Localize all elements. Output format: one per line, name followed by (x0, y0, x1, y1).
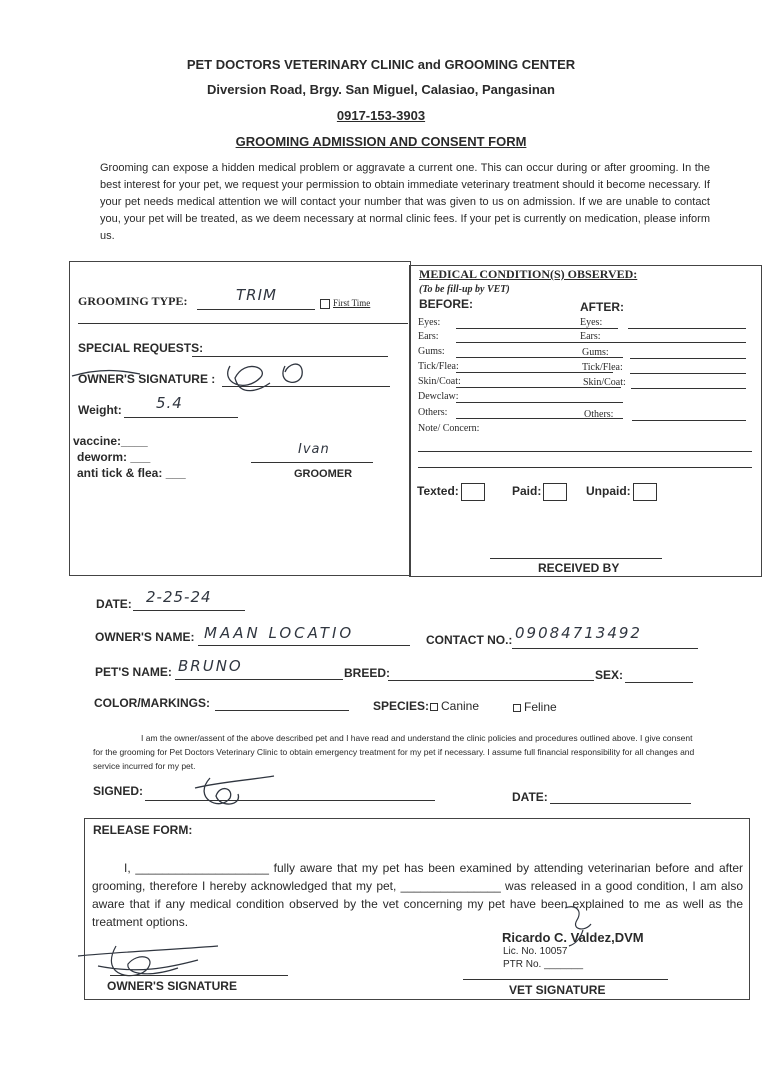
weight-value[interactable]: 5.4 (156, 394, 183, 412)
after-item-line[interactable] (628, 328, 746, 329)
consent-date-label: DATE: (512, 790, 548, 804)
pet-name-label: PET'S NAME: (95, 665, 172, 679)
form-title: GROOMING ADMISSION AND CONSENT FORM (235, 134, 527, 149)
after-item: Tick/Flea: (582, 362, 623, 373)
grooming-type-label: GROOMING TYPE: (78, 294, 188, 308)
vet-signature-label: VET SIGNATURE (509, 983, 606, 997)
color-label: COLOR/MARKINGS: (94, 696, 210, 710)
unpaid-checkbox[interactable] (633, 483, 657, 501)
date-label: DATE: (96, 597, 132, 611)
paid-checkbox[interactable] (543, 483, 567, 501)
unpaid-option[interactable]: Unpaid: (586, 483, 657, 501)
pet-name-value[interactable]: BRUNO (178, 657, 243, 675)
before-item: Gums: (418, 346, 445, 357)
breed-label: BREED: (344, 666, 391, 680)
after-item-line[interactable] (630, 358, 746, 359)
owner-signature-mark (70, 358, 310, 403)
medical-title: MEDICAL CONDITION(S) OBSERVED: (419, 267, 638, 281)
pet-name-line (175, 679, 343, 680)
after-item-line[interactable] (628, 342, 746, 343)
clinic-phone: 0917-153-3903 (336, 108, 426, 123)
release-text: I, ____________________ fully aware that my pet has been examined by attending veterinarian before and after grooming, therefore I hereby acknowledged that my pet, _______________ was released in a good condition, I am also aware that if any medical condition observed by the vet concerning my pet have been explained to me as well as the treatment options. (92, 861, 743, 929)
date-value[interactable]: 2-25-24 (146, 588, 212, 606)
signed-label: SIGNED: (93, 784, 144, 798)
after-item: Ears: (580, 331, 601, 342)
signed-signature-mark (190, 772, 280, 812)
antitick-field[interactable]: anti tick & flea: ___ (77, 466, 186, 480)
after-item-line[interactable] (630, 373, 746, 374)
before-item: Dewclaw: (418, 391, 459, 402)
clinic-name: PET DOCTORS VETERINARY CLINIC and GROOMING CENTER (186, 57, 576, 72)
medical-subtitle: (To be fill-up by VET) (419, 284, 510, 295)
note-label: Note/ Concern: (418, 423, 480, 434)
texted-option[interactable]: Texted: (417, 483, 485, 501)
grooming-type-value[interactable]: TRIM (236, 286, 277, 304)
received-by-line[interactable] (490, 558, 662, 559)
release-title: RELEASE FORM: (93, 823, 193, 837)
intro-paragraph: Grooming can expose a hidden medical problem or aggravate a current one. This can occur during or after grooming. In the best interest for your pet, we request your permission to obtain immediate veterinary treatment should it become necessary. If your pet needs medical attention we will contact your number that was given to us on admission. If we are unable to contact you, your pet will be treated, as we deem necessary at normal clinic fees. If your pet is currently on medication, please inform us. (100, 162, 710, 242)
breed-line[interactable] (388, 680, 594, 681)
owner-name-label: OWNER'S NAME: (95, 630, 195, 644)
color-line[interactable] (215, 710, 349, 711)
release-owner-signature-label: OWNER'S SIGNATURE (107, 979, 237, 993)
deworm-field[interactable]: deworm: ___ (77, 450, 151, 464)
contact-label: CONTACT NO.: (426, 633, 513, 647)
grooming-type-extra-line (78, 323, 408, 324)
before-item: Skin/Coat: (418, 376, 461, 387)
species-label: SPECIES: (373, 699, 430, 713)
sex-line[interactable] (625, 682, 693, 683)
groomer-value[interactable]: Ivan (298, 442, 330, 457)
contact-line (512, 648, 698, 649)
before-item: Ears: (418, 331, 439, 342)
clinic-address: Diversion Road, Brgy. San Miguel, Calasiao, Pangasinan (207, 82, 555, 97)
release-owner-signature-line[interactable] (110, 975, 288, 976)
after-label: AFTER: (580, 300, 624, 314)
after-item: Eyes: (580, 317, 603, 328)
owner-name-value[interactable]: MAAN LOCATIO (204, 624, 355, 642)
vet-name: Ricardo C. Valdez,DVM (502, 930, 644, 945)
contact-value[interactable]: 09084713492 (515, 624, 642, 642)
consent-text: I am the owner/assent of the above described pet and I have read and understand the clinic policies and procedures outlined above. I give consent for the grooming for Pet Doctors Veterinary Clinic to obtain emergency treatment for my pet if necessary. I assume full financial responsibility for all changes and service incurred for my pet. (93, 733, 695, 771)
after-item-line[interactable] (632, 420, 746, 421)
sex-label: SEX: (595, 668, 624, 682)
signed-line[interactable] (145, 800, 435, 801)
feline-option[interactable]: Feline (513, 700, 557, 714)
after-item-line[interactable] (631, 388, 746, 389)
before-item-line[interactable] (456, 328, 618, 329)
feline-checkbox[interactable] (513, 704, 521, 712)
paid-option[interactable]: Paid: (512, 483, 567, 501)
vet-signature-mark (555, 900, 615, 948)
first-time-option[interactable]: First Time (320, 298, 370, 309)
after-item: Gums: (582, 347, 609, 358)
canine-option[interactable]: Canine (430, 699, 479, 713)
groomer-label: GROOMER (294, 468, 353, 480)
canine-checkbox[interactable] (430, 703, 438, 711)
date-line (133, 610, 245, 611)
first-time-checkbox[interactable] (320, 299, 330, 309)
special-requests-label: SPECIAL REQUESTS: (78, 341, 204, 355)
consent-date-line[interactable] (550, 803, 691, 804)
before-item: Eyes: (418, 317, 441, 328)
grooming-type-line (197, 309, 315, 310)
before-item-line[interactable] (456, 342, 628, 343)
note-line-1[interactable] (418, 451, 752, 452)
weight-label: Weight: (78, 403, 122, 417)
special-requests-line[interactable] (192, 356, 388, 357)
owner-name-line (198, 645, 410, 646)
vet-ptr: PTR No. _______ (503, 959, 584, 970)
before-item-line[interactable] (456, 402, 623, 403)
vaccine-field[interactable]: vaccine:____ (73, 434, 148, 448)
received-by-label: RECEIVED BY (538, 561, 620, 575)
owner-signature-label: OWNER'S SIGNATURE : (78, 372, 216, 386)
vet-signature-line[interactable] (463, 979, 668, 980)
before-item: Others: (418, 407, 448, 418)
after-item: Skin/Coat: (583, 377, 626, 388)
before-item: Tick/Flea: (418, 361, 459, 372)
weight-line (124, 417, 238, 418)
before-label: BEFORE: (419, 297, 473, 311)
vet-license: Lic. No. 10057 (503, 946, 568, 957)
note-line-2[interactable] (418, 467, 752, 468)
texted-checkbox[interactable] (461, 483, 485, 501)
after-item: Others: (584, 409, 614, 420)
groomer-line (251, 462, 373, 463)
